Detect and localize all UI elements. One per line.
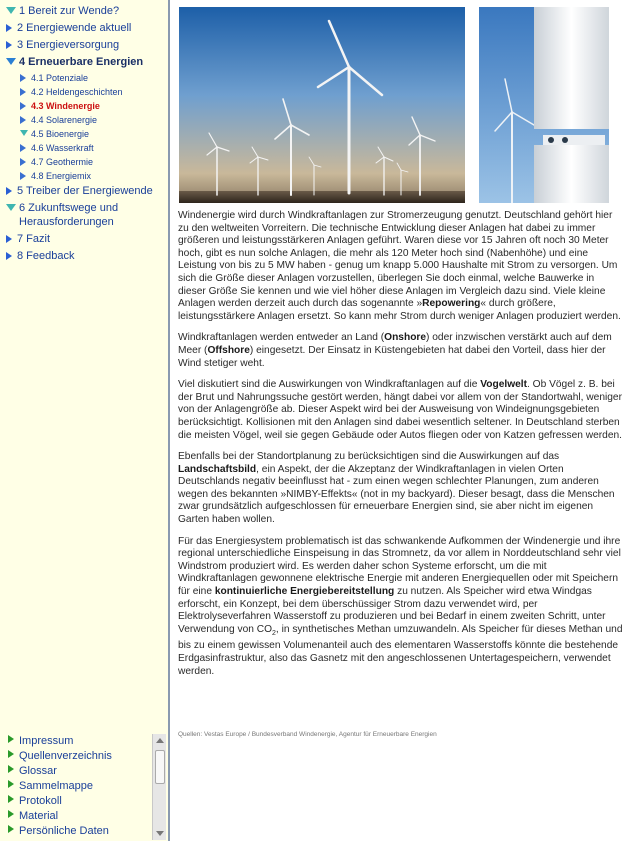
paragraph — [178, 451, 624, 527]
toc-item-label: 4.5 Bioenergie — [31, 129, 90, 139]
links-scrollbar[interactable] — [152, 734, 166, 840]
turbine-tower-photo — [479, 7, 609, 203]
triangle-right-icon — [20, 144, 26, 152]
paragraph — [178, 332, 624, 370]
term-energiebereitstellung: kontinuierliche Energiebereitstellung — [214, 586, 395, 598]
link-impressum[interactable] — [0, 734, 152, 749]
table-of-contents — [0, 3, 168, 265]
link-label: Sammelmappe — [19, 780, 93, 792]
paragraph — [178, 210, 624, 323]
subscript: 2 — [272, 629, 276, 637]
link-protokoll[interactable] — [0, 794, 152, 809]
toc-item-label: 8 Feedback — [17, 250, 75, 262]
text-run: Viel diskutiert sind die Auswirkungen von Windkraftanlagen auf die — [178, 379, 481, 391]
toc-item[interactable] — [0, 20, 168, 36]
term-onshore: Onshore — [384, 332, 427, 344]
text-run: Windkraftanlagen werden entweder an Land ( — [178, 332, 385, 344]
paragraph — [178, 379, 624, 442]
toc-item-label: 4.2 Heldengeschichten — [31, 87, 123, 97]
link-label: Glossar — [19, 765, 57, 777]
toc-item[interactable] — [0, 200, 168, 230]
link-label: Impressum — [19, 735, 74, 747]
triangle-right-icon — [8, 810, 14, 818]
triangle-right-icon — [6, 24, 12, 32]
triangle-right-icon — [8, 735, 14, 743]
term-landschaftsbild: Landschaftsbild — [178, 463, 257, 475]
term-repowering: Repowering — [422, 298, 481, 310]
toc-item[interactable] — [0, 127, 168, 141]
toc-item[interactable] — [0, 169, 168, 183]
triangle-right-icon — [8, 825, 14, 833]
link-label: Protokoll — [19, 795, 62, 807]
sidebar-links — [0, 734, 152, 840]
triangle-right-icon — [20, 158, 26, 166]
triangle-right-icon — [6, 41, 12, 49]
toc-item-label: 4.8 Energiemix — [31, 171, 92, 181]
toc-item[interactable] — [0, 54, 168, 70]
toc-item-label: 2 Energiewende aktuell — [17, 22, 132, 34]
toc-item-label: 3 Energieversorgung — [17, 39, 120, 51]
toc-item[interactable] — [0, 85, 168, 99]
triangle-down-icon — [6, 204, 16, 211]
text-run: Windenergie wird durch Windkraftanlagen zur Stromerzeugung genutzt. Deutschland gehört hier zu den weltweiten Vorreitern. Die technische Entwicklung dieser Anlagen hat dabei zu immer größeren und leistungsstärkeren Anlagen geführt. Waren diese vor 15 Jahren oft noch 30 Meter hoch, gibt es nun solche Anlagen, die mehr als 120 Meter hoch sind (Nabenhöhe) und eine Leistung von bis zu 5 MW haben - genug um knapp 5.000 Haushalte mit Strom zu versorgen. Um sich die Größe dieser Anlagen vorzustellen, überlegen Sie doch einmal, welche Bauwerke in dieser Größe Sie kennen und wie viel höher diese Anlagen im Vergleich dazu sind. Viele kleine Anlagen werden derzeit auch durch das sogenannte » — [178, 210, 618, 310]
toc-item[interactable] — [0, 248, 168, 264]
toc-item[interactable] — [0, 3, 168, 19]
scroll-down-arrow-icon[interactable] — [156, 831, 164, 836]
triangle-right-icon — [20, 88, 26, 96]
triangle-right-icon — [8, 795, 14, 803]
text-run: , in synthetisches Methan umzuwandeln. Als Speicher für dieses Methan und bis zu einem gewissen Volumenanteil auch des elementaren Wasserstoffs könnte die bestehende Erdgasinfrastruktur, also das Gasnetz mit den angeschlossenen Untertagespeichern, verwendet werden. — [178, 623, 623, 677]
toc-item[interactable] — [0, 99, 168, 113]
triangle-down-icon — [6, 7, 16, 14]
toc-item[interactable] — [0, 183, 168, 199]
toc-item-label: 4.3 Windenergie — [31, 101, 100, 111]
text-run: Ebenfalls bei der Standortplanung zu berücksichtigen sind die Auswirkungen auf das — [178, 451, 560, 463]
text-run: . Ob Vögel z. B. bei der Brut und Nahrungssuche gestört werden, hängt dabei vor allem von der Standortwahl, weniger von der Anlagengröße ab. Dieser Aspekt wird bei der Ausweisung von Windeignungsgebieten berücksichtigt. Kollisionen mit den Anlagen sind dabei wesentlich seltener. In Deutschland sterben die meisten Vögel, weil sie gegen Gebäude oder Autos fliegen oder von Katzen gefressen werden. — [178, 379, 623, 441]
text-run: « durch größere, leistungsstärkere Anlagen ersetzt. So kann mehr Strom durch weniger Anlagen produziert werden. — [178, 298, 621, 322]
triangle-down-icon — [20, 130, 28, 136]
link-quellenverzeichnis[interactable] — [0, 749, 152, 764]
triangle-right-icon — [8, 750, 14, 758]
toc-item-label: 7 Fazit — [17, 233, 51, 245]
link-sammelmappe[interactable] — [0, 779, 152, 794]
triangle-right-icon — [20, 172, 26, 180]
toc-item-label: 5 Treiber der Energiewende — [17, 185, 153, 197]
toc-item[interactable] — [0, 113, 168, 127]
wind-farm-photo — [179, 7, 465, 203]
toc-item[interactable] — [0, 71, 168, 85]
image-source-caption: Quellen: Vestas Europe / Bundesverband Windenergie, Agentur für Erneuerbare Energien — [178, 731, 437, 738]
text-run: Für das Energiesystem problematisch ist das schwankende Aufkommen der Windenergie und ihre regional unterschiedliche Einspeisung in das Stromnetz, da vor allem in Norddeutschland sehr viel Windstrom produziert wird. Es werden daher schon Systeme erforscht, um die mit Windkraftanlagen gewonnene elektrische Energie mit anderen Energiequellen oder mit Speichern für eine — [178, 535, 621, 598]
link-label: Quellenverzeichnis — [19, 750, 112, 762]
term-offshore: Offshore — [207, 344, 250, 356]
triangle-right-icon — [8, 765, 14, 773]
sidebar — [0, 0, 170, 841]
link-material[interactable] — [0, 809, 152, 824]
triangle-right-icon — [20, 102, 26, 110]
triangle-right-icon — [6, 252, 12, 260]
link-label: Material — [19, 810, 59, 822]
toc-item-label: 4 Erneuerbare Energien — [19, 56, 144, 68]
scrollbar-thumb[interactable] — [155, 750, 165, 784]
toc-item-label: 4.6 Wasserkraft — [31, 143, 94, 153]
toc-item[interactable] — [0, 37, 168, 53]
toc-item[interactable] — [0, 155, 168, 169]
triangle-right-icon — [20, 116, 26, 124]
triangle-right-icon — [20, 74, 26, 82]
text-run: , ein Aspekt, der die Akzeptanz der Windkraftanlagen in vielen Orten Deutschlands negativ beeinflusst hat - zum einen wegen schlechter Planungen, zum anderen wegen des bekannten »NIMBY-Effekts« (not in my backyard). Dieser besagt, dass die Menschen zwar grundsätzlich aufgeschlossen für erneuerbare Energien sind, sie aber nicht im eigenen Garten haben wollen. — [178, 463, 615, 526]
toc-item-label: 4.7 Geothermie — [31, 157, 94, 167]
toc-item-label: 1 Bereit zur Wende? — [19, 5, 120, 17]
text-run: ) eingesetzt. Der Einsatz in Küstengebieten hat dabei den Vorteil, dass hier der Wind stetiger weht. — [178, 344, 606, 369]
link-persoenliche-daten[interactable] — [0, 824, 152, 839]
toc-item-label: 6 Zukunftswege und Herausforderungen — [19, 202, 119, 228]
triangle-down-open-icon — [6, 58, 16, 65]
triangle-right-icon — [6, 187, 12, 195]
link-label: Persönliche Daten — [19, 825, 109, 837]
text-run: ) oder inzwischen verstärkt auch auf dem Meer ( — [178, 332, 612, 356]
article-text — [178, 210, 624, 687]
toc-item-label: 4.4 Solarenergie — [31, 115, 98, 125]
link-glossar[interactable] — [0, 764, 152, 779]
text-run: zu nutzen. Als Speicher wird etwa Windgas erforscht, ein Konzept, bei dem überschüssiger Strom dazu verwendet wird, per Elektrolyseverfahren Wasserstoff zu produzieren und bei Bedarf in einem zweiten Schritt, unter Verwendung von CO — [178, 586, 606, 635]
triangle-right-icon — [6, 235, 12, 243]
scroll-up-arrow-icon[interactable] — [156, 738, 164, 743]
term-vogelwelt: Vogelwelt — [480, 379, 528, 391]
paragraph — [178, 536, 624, 679]
toc-item[interactable] — [0, 141, 168, 155]
triangle-right-icon — [8, 780, 14, 788]
toc-item[interactable] — [0, 231, 168, 247]
toc-item-label: 4.1 Potenziale — [31, 73, 89, 83]
